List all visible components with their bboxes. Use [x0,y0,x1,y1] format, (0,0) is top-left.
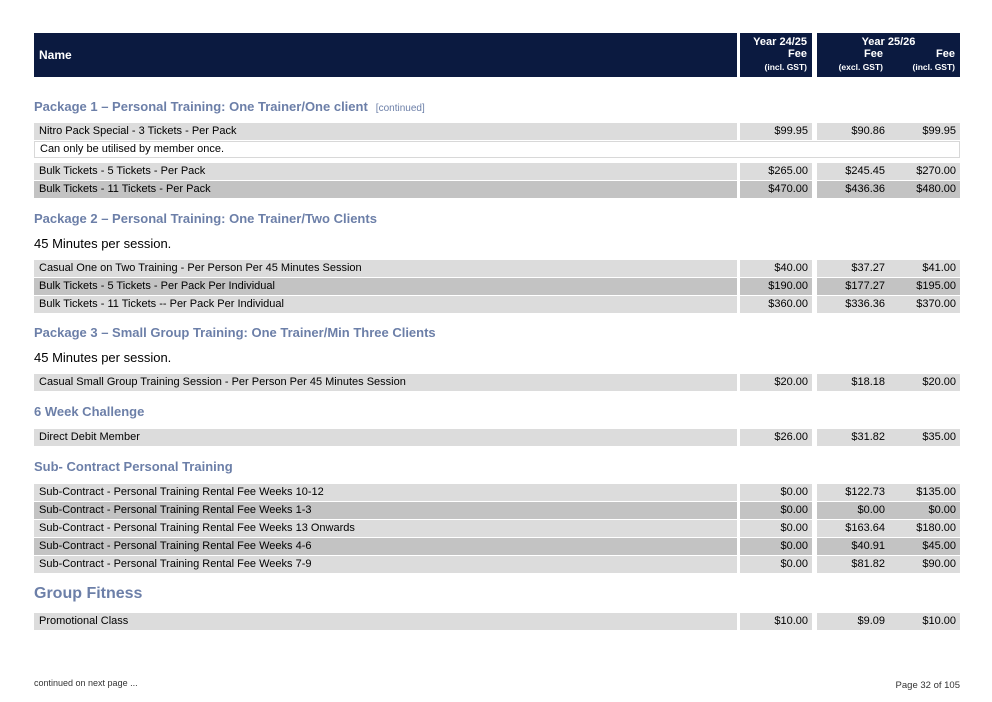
row-fee-incl: $35.00 [889,429,960,446]
page-number: Page 32 of 105 [895,680,960,691]
row-fee-24-25: $0.00 [740,502,812,519]
row-name: Sub-Contract - Personal Training Rental Fee Weeks 7-9 [34,556,737,573]
year-25-26-label: Year 25/26 [861,36,916,48]
row-fee-excl: $245.45 [817,163,889,180]
row-name: Sub-Contract - Personal Training Rental Fee Weeks 4-6 [34,538,737,555]
row-fee-24-25: $26.00 [740,429,812,446]
section-title-sub-contract: Sub- Contract Personal Training [34,459,233,474]
table-row [34,613,960,630]
row-fee-excl: $436.36 [817,181,889,198]
row-fee-24-25: $99.95 [740,123,812,140]
row-fee-excl: $177.27 [817,278,889,295]
table-row [34,123,960,140]
row-fee-incl: $41.00 [889,260,960,277]
section-title-text: Package 1 – Personal Training: One Trainer/One client [34,99,368,114]
table-row [34,181,960,198]
row-fee-24-25: $0.00 [740,538,812,555]
section-title-package-3: Package 3 – Small Group Training: One Trainer/Min Three Clients [34,325,436,340]
fee-excl-label: Fee [864,48,883,60]
year-24-25-label: Year 24/25 [753,36,807,48]
fee-label: Fee [788,48,807,60]
row-fee-incl: $180.00 [889,520,960,537]
row-name: Promotional Class [34,613,737,630]
row-fee-excl: $81.82 [817,556,889,573]
incl-gst-label: (incl. GST) [764,62,807,72]
row-fee-incl: $99.95 [889,123,960,140]
incl-gst-label-2: (incl. GST) [912,62,955,72]
table-row [34,556,960,573]
section-title-package-1 [34,99,425,114]
row-fee-24-25: $20.00 [740,374,812,391]
table-row [34,484,960,501]
row-name: Direct Debit Member [34,429,737,446]
row-fee-24-25: $470.00 [740,181,812,198]
row-fee-incl: $195.00 [889,278,960,295]
column-header-name-label: Name [39,48,72,62]
table-row [34,260,960,277]
table-row [34,163,960,180]
column-header-year-24-25 [740,33,812,77]
continued-note: continued on next page ... [34,678,138,688]
row-fee-excl: $122.73 [817,484,889,501]
table-row [34,502,960,519]
row-fee-excl: $18.18 [817,374,889,391]
fee-incl-label: Fee [936,48,955,60]
continued-tag: [continued] [375,103,425,114]
table-row [34,429,960,446]
section-title-group-fitness: Group Fitness [34,585,143,602]
row-fee-24-25: $10.00 [740,613,812,630]
row-name: Bulk Tickets - 5 Tickets - Per Pack Per Individual [34,278,737,295]
row-fee-24-25: $360.00 [740,296,812,313]
table-row [34,278,960,295]
table-row [34,538,960,555]
section-title-six-week-challenge: 6 Week Challenge [34,404,145,419]
row-fee-24-25: $0.00 [740,556,812,573]
row-name: Casual Small Group Training Session - Per Person Per 45 Minutes Session [34,374,737,391]
table-row [34,296,960,313]
row-fee-excl: $40.91 [817,538,889,555]
row-fee-24-25: $265.00 [740,163,812,180]
row-fee-excl: $90.86 [817,123,889,140]
row-fee-incl: $370.00 [889,296,960,313]
row-fee-excl: $163.64 [817,520,889,537]
row-fee-24-25: $0.00 [740,520,812,537]
row-fee-incl: $0.00 [889,502,960,519]
row-fee-incl: $45.00 [889,538,960,555]
table-row [34,374,960,391]
row-fee-24-25: $190.00 [740,278,812,295]
row-fee-excl: $37.27 [817,260,889,277]
row-fee-incl: $90.00 [889,556,960,573]
section-title-package-2: Package 2 – Personal Training: One Trainer/Two Clients [34,211,377,226]
row-name: Sub-Contract - Personal Training Rental Fee Weeks 10-12 [34,484,737,501]
row-fee-excl: $336.36 [817,296,889,313]
column-header-year-25-26 [817,33,960,77]
row-fee-excl: $0.00 [817,502,889,519]
row-fee-incl: $270.00 [889,163,960,180]
row-name: Bulk Tickets - 11 Tickets - Per Pack [34,181,737,198]
row-fee-24-25: $40.00 [740,260,812,277]
section-note: 45 Minutes per session. [34,350,172,365]
row-fee-incl: $135.00 [889,484,960,501]
row-fee-excl: $9.09 [817,613,889,630]
row-fee-incl: $20.00 [889,374,960,391]
section-note: 45 Minutes per session. [34,236,172,251]
row-fee-incl: $10.00 [889,613,960,630]
row-name: Casual One on Two Training - Per Person Per 45 Minutes Session [34,260,737,277]
row-name: Nitro Pack Special - 3 Tickets - Per Pack [34,123,737,140]
row-fee-excl: $31.82 [817,429,889,446]
excl-gst-label: (excl. GST) [838,62,883,72]
table-row [34,520,960,537]
row-name: Sub-Contract - Personal Training Rental Fee Weeks 1-3 [34,502,737,519]
column-header-name [34,33,737,77]
row-name: Sub-Contract - Personal Training Rental Fee Weeks 13 Onwards [34,520,737,537]
row-note: Can only be utilised by member once. [34,141,960,158]
row-fee-incl: $480.00 [889,181,960,198]
row-name: Bulk Tickets - 5 Tickets - Per Pack [34,163,737,180]
row-name: Bulk Tickets - 11 Tickets -- Per Pack Per Individual [34,296,737,313]
row-fee-24-25: $0.00 [740,484,812,501]
